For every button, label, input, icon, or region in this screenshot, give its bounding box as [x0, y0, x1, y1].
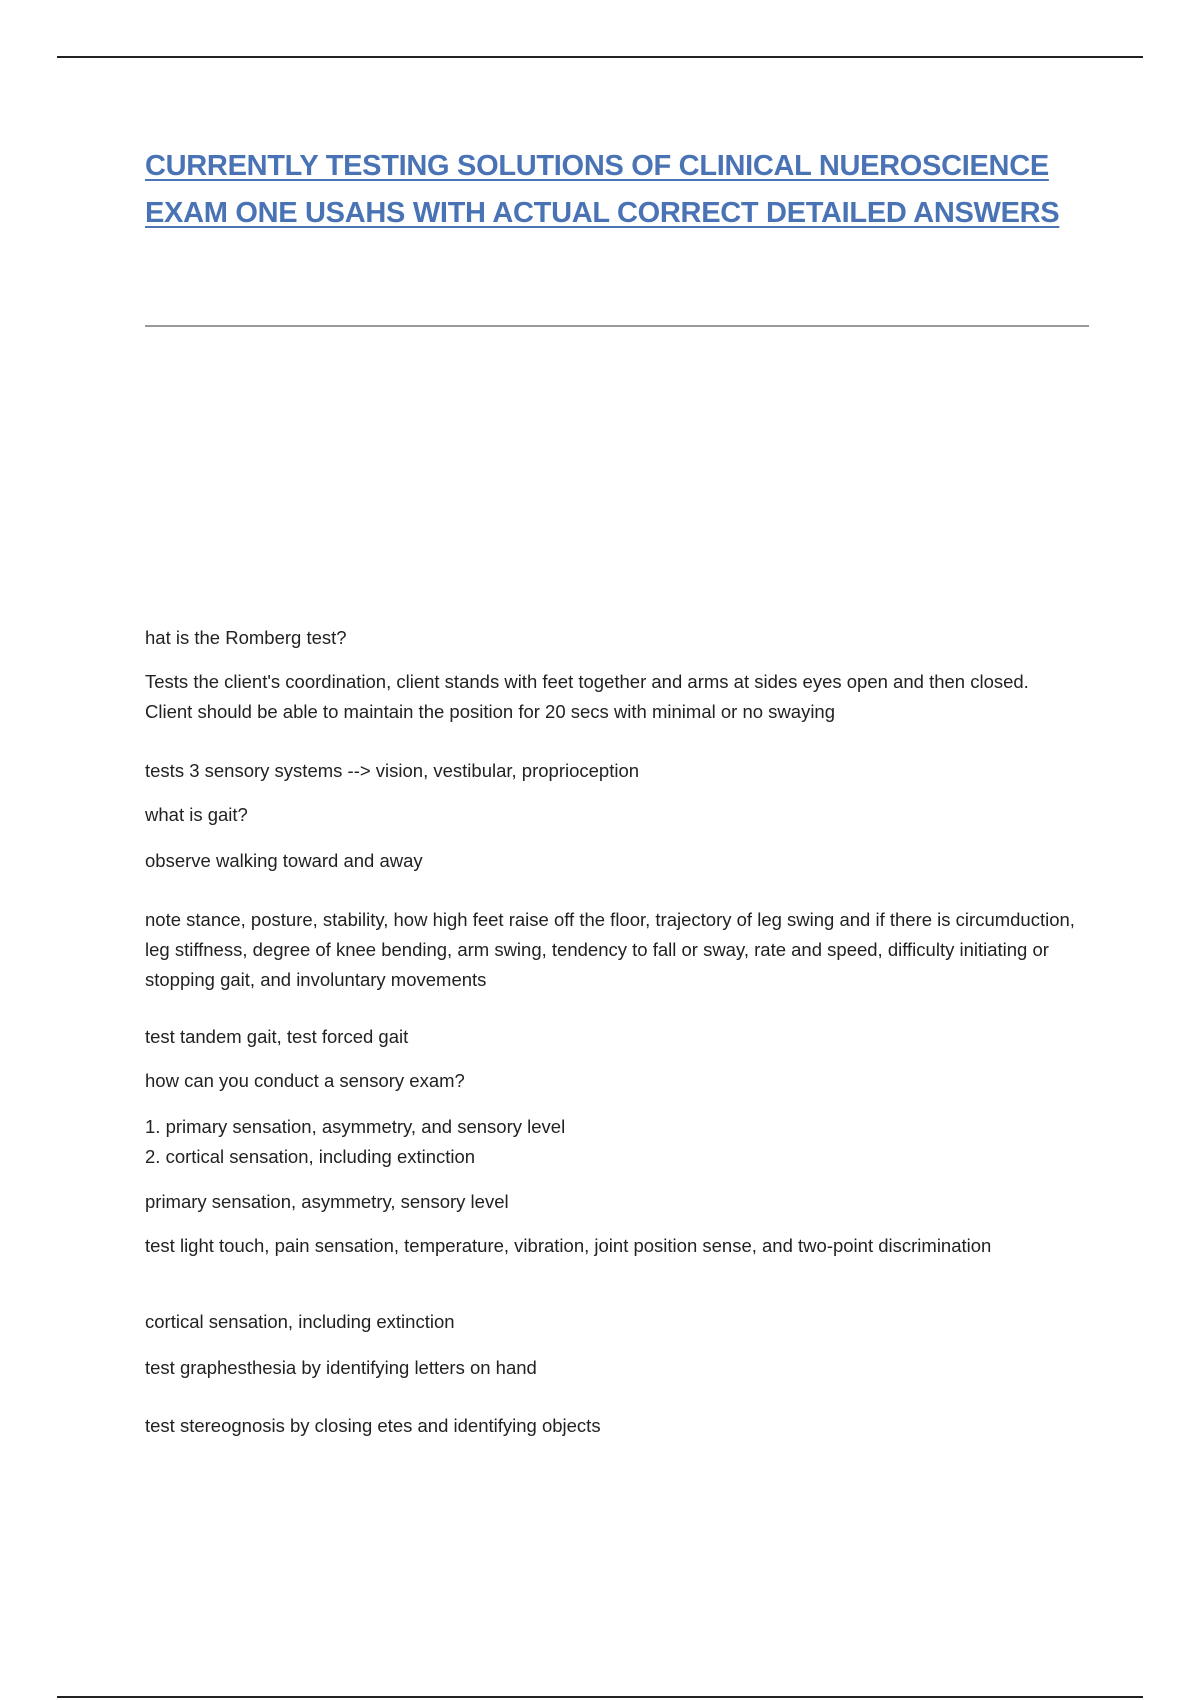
paragraph-sensory-exam-list — [145, 1112, 1075, 1172]
paragraph-line: observe walking toward and away — [145, 850, 423, 871]
page-top-rule — [57, 56, 1143, 58]
paragraph-line: test stereognosis by closing etes and identifying objects — [145, 1415, 601, 1436]
paragraph-line: test tandem gait, test forced gait — [145, 1026, 409, 1047]
paragraph-romberg-answer — [145, 667, 1075, 727]
paragraph-line: primary sensation, asymmetry, sensory level — [145, 1191, 509, 1212]
paragraph-light-touch — [145, 1231, 1075, 1261]
paragraph-line: test light touch, pain sensation, temperature, vibration, joint position sense, and two-point discrimination — [145, 1235, 992, 1256]
list-item: 1. primary sensation, asymmetry, and sensory level — [145, 1116, 566, 1137]
paragraph-romberg-question — [145, 623, 1075, 653]
paragraph-sensory-exam-question — [145, 1066, 1075, 1096]
paragraph-stereognosis — [145, 1411, 1075, 1441]
paragraph-cortical-sensation — [145, 1307, 1075, 1337]
paragraph-sensory-systems — [145, 756, 1075, 786]
paragraph-line: cortical sensation, including extinction — [145, 1311, 455, 1332]
page-bottom-rule — [57, 1696, 1143, 1698]
paragraph-line: hat is the Romberg test? — [145, 627, 347, 648]
paragraph-gait-notes — [145, 905, 1081, 995]
paragraph-line: how can you conduct a sensory exam? — [145, 1070, 465, 1091]
paragraph-graphesthesia — [145, 1353, 1075, 1383]
paragraph-line: tests 3 sensory systems --> vision, vestibular, proprioception — [145, 760, 640, 781]
paragraph-line: note stance, posture, stability, how high feet raise off the floor, trajectory of leg swing and if there is circumduction, leg stiffness, degree of knee bending, arm swing, tendency to fall or sway, rate and speed, difficulty initiating or stopping gait, and involuntary movements — [145, 909, 1081, 990]
paragraph-line: test graphesthesia by identifying letters on hand — [145, 1357, 537, 1378]
paragraph-line: what is gait? — [145, 804, 248, 825]
paragraph-gait-question — [145, 800, 1075, 830]
title-divider — [145, 325, 1089, 327]
document-title[interactable]: CURRENTLY TESTING SOLUTIONS OF CLINICAL NUEROSCIENCE EXAM ONE USAHS WITH ACTUAL CORRECT DETAILED ANSWERS — [145, 150, 1060, 229]
paragraph-line: Tests the client's coordination, client stands with feet together and arms at sides eyes open and then closed. Client should be able to maintain the position for 20 secs with minimal or no swaying — [145, 671, 1034, 722]
paragraph-gait-observe — [145, 846, 1075, 876]
paragraph-tandem-gait — [145, 1022, 1075, 1052]
paragraph-primary-sensation — [145, 1187, 1075, 1217]
list-item: 2. cortical sensation, including extinction — [145, 1146, 476, 1167]
